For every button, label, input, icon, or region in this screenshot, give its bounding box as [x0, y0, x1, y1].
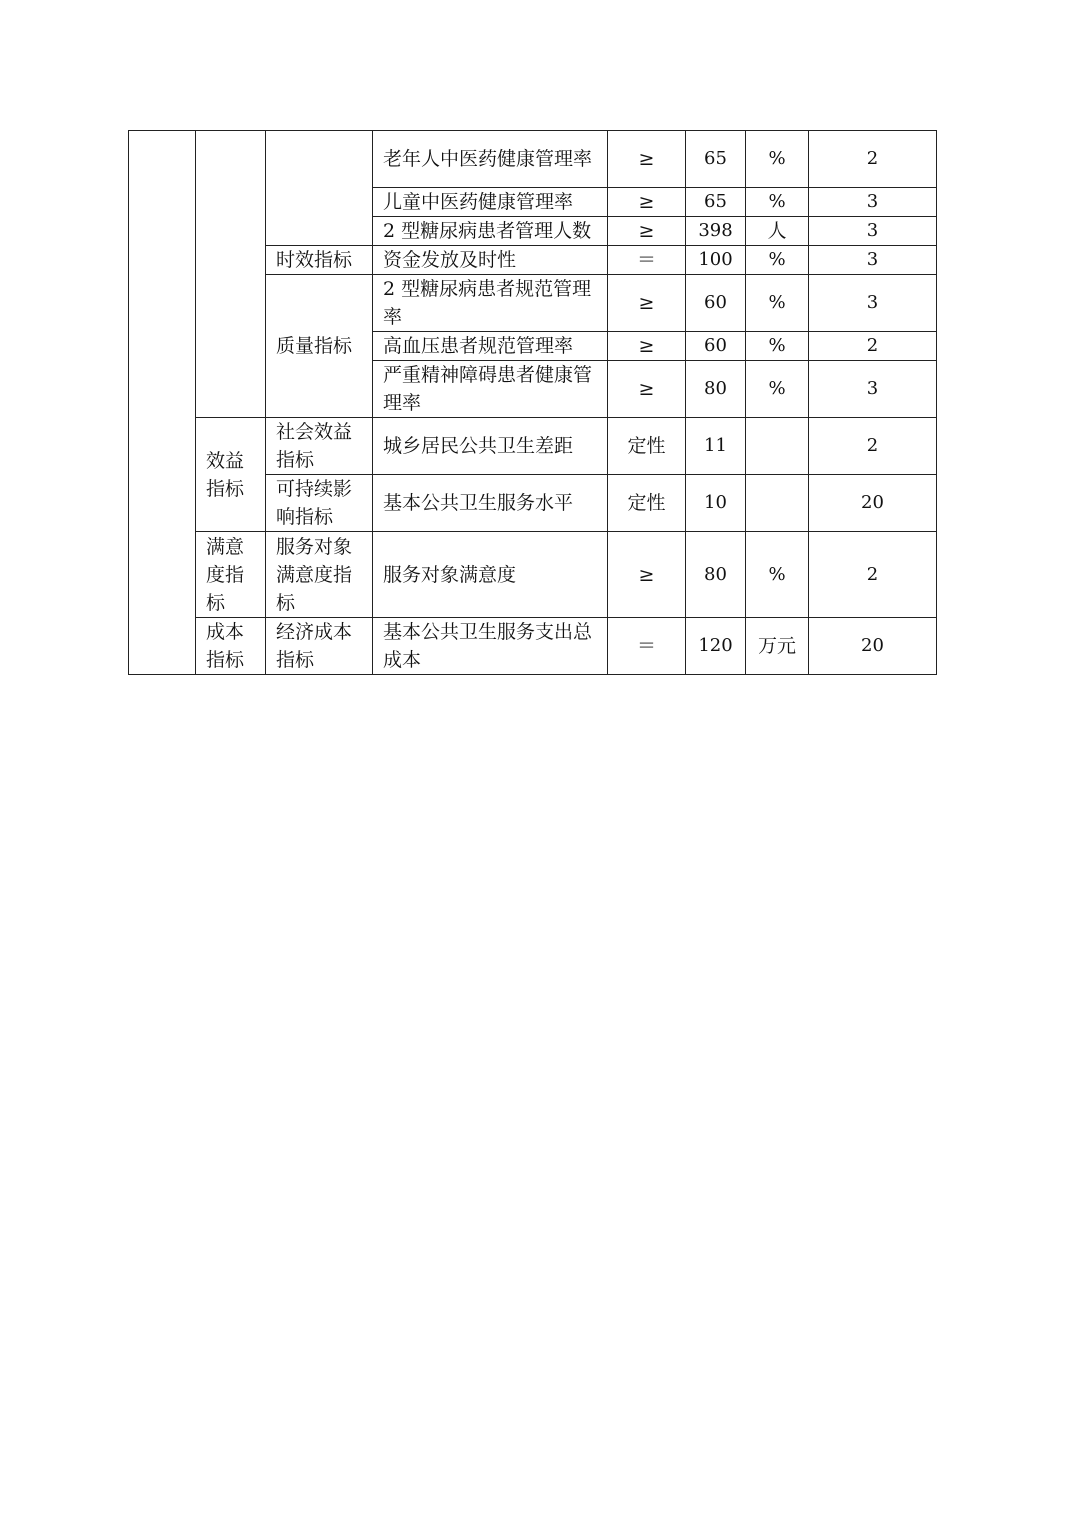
indicator-name: 儿童中医药健康管理率 — [373, 188, 608, 217]
score: 3 — [809, 188, 937, 217]
table-row — [129, 131, 937, 188]
indicator-name: 严重精神障碍患者健康管理率 — [373, 361, 608, 418]
unit: 人 — [746, 217, 809, 246]
level2-social: 社会效益指标 — [266, 418, 373, 475]
level2-economic-cost: 经济成本指标 — [266, 618, 373, 675]
score: 20 — [809, 475, 937, 532]
indicator-name: 资金发放及时性 — [373, 246, 608, 275]
unit: % — [746, 361, 809, 418]
unit — [746, 475, 809, 532]
score: 2 — [809, 418, 937, 475]
operator: ≥ — [608, 361, 686, 418]
operator: 定性 — [608, 418, 686, 475]
operator: ≥ — [608, 532, 686, 618]
indicator-name: 服务对象满意度 — [373, 532, 608, 618]
score: 3 — [809, 217, 937, 246]
level1-cost: 成本指标 — [196, 618, 266, 675]
score: 2 — [809, 332, 937, 361]
target-value: 80 — [686, 361, 746, 418]
target-value: 398 — [686, 217, 746, 246]
level2-timeliness: 时效指标 — [266, 246, 373, 275]
unit: % — [746, 532, 809, 618]
table-row — [129, 532, 937, 618]
indicator-name: 城乡居民公共卫生差距 — [373, 418, 608, 475]
indicator-name: 2 型糖尿病患者管理人数 — [373, 217, 608, 246]
level1-satisfaction: 满意度指标 — [196, 532, 266, 618]
table-row — [129, 418, 937, 475]
operator: ≥ — [608, 217, 686, 246]
level2-quality: 质量指标 — [266, 275, 373, 418]
operator: ≥ — [608, 332, 686, 361]
operator: ≥ — [608, 131, 686, 188]
table-row — [129, 618, 937, 675]
operator: ≥ — [608, 275, 686, 332]
score: 20 — [809, 618, 937, 675]
unit: % — [746, 131, 809, 188]
unit: % — [746, 246, 809, 275]
level0-cell-empty — [129, 131, 196, 675]
score: 2 — [809, 532, 937, 618]
unit: 万元 — [746, 618, 809, 675]
indicator-name: 基本公共卫生服务水平 — [373, 475, 608, 532]
indicator-name: 2 型糖尿病患者规范管理率 — [373, 275, 608, 332]
score: 2 — [809, 131, 937, 188]
target-value: 60 — [686, 275, 746, 332]
operator: ≥ — [608, 188, 686, 217]
target-value: 60 — [686, 332, 746, 361]
operator: ＝ — [608, 246, 686, 275]
indicator-name: 老年人中医药健康管理率 — [373, 131, 608, 188]
target-value: 65 — [686, 188, 746, 217]
operator: ＝ — [608, 618, 686, 675]
unit — [746, 418, 809, 475]
target-value: 120 — [686, 618, 746, 675]
score: 3 — [809, 246, 937, 275]
unit: % — [746, 188, 809, 217]
indicator-name: 基本公共卫生服务支出总成本 — [373, 618, 608, 675]
operator: 定性 — [608, 475, 686, 532]
level2-sustainable: 可持续影响指标 — [266, 475, 373, 532]
indicator-name: 高血压患者规范管理率 — [373, 332, 608, 361]
level2-service-satisfaction: 服务对象满意度指标 — [266, 532, 373, 618]
target-value: 65 — [686, 131, 746, 188]
level1-effect: 效益指标 — [196, 418, 266, 532]
target-value: 11 — [686, 418, 746, 475]
score: 3 — [809, 361, 937, 418]
target-value: 80 — [686, 532, 746, 618]
unit: % — [746, 332, 809, 361]
target-value: 10 — [686, 475, 746, 532]
level2-cell-empty — [266, 131, 373, 246]
target-value: 100 — [686, 246, 746, 275]
level1-cell-empty — [196, 131, 266, 418]
performance-indicator-table — [128, 130, 937, 675]
score: 3 — [809, 275, 937, 332]
unit: % — [746, 275, 809, 332]
